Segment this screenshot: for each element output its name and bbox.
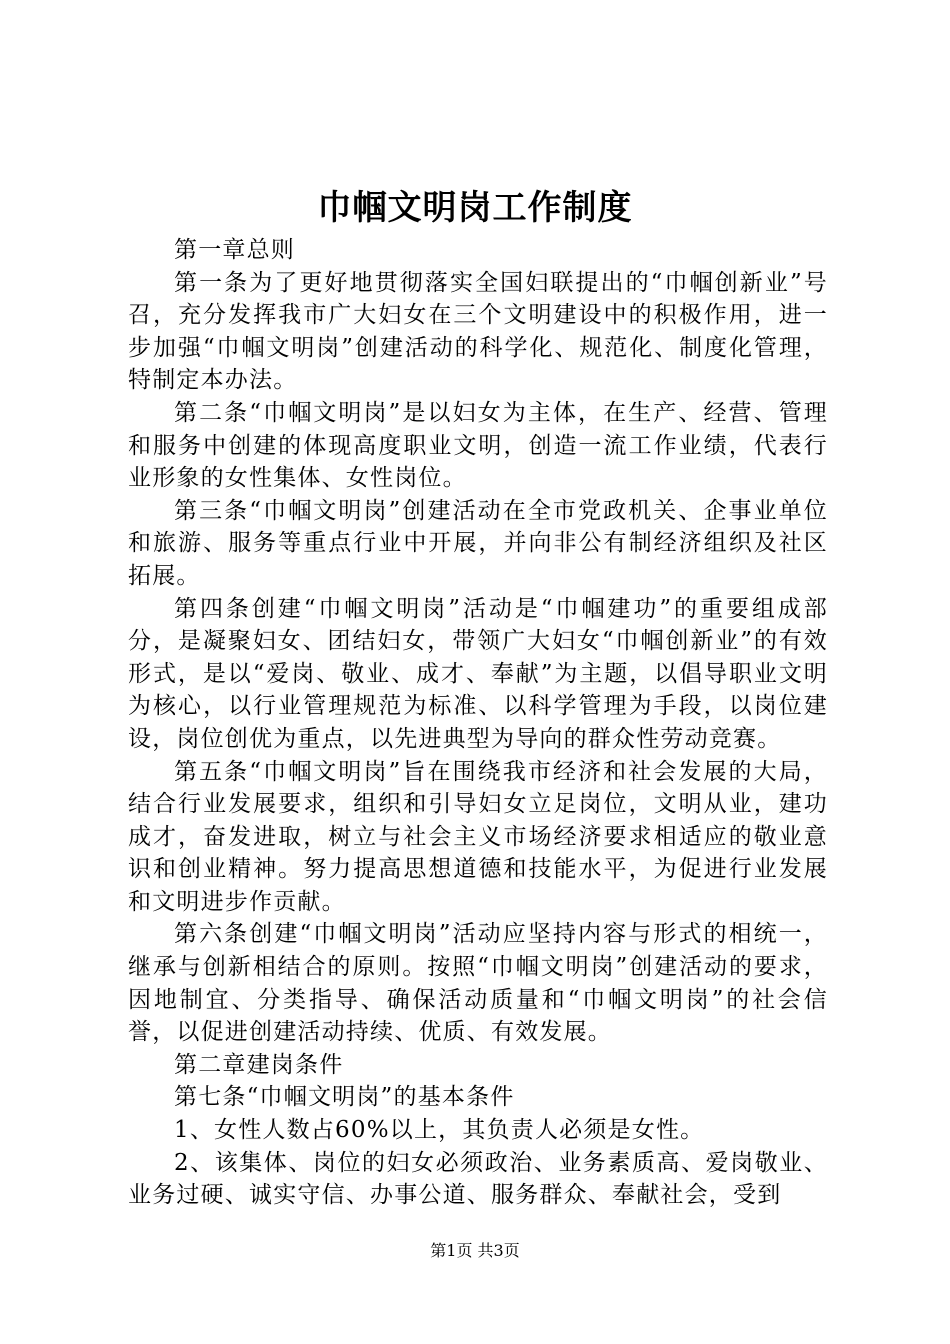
document-title: 巾帼文明岗工作制度: [317, 188, 633, 228]
article-paragraph: 第一条为了更好地贯彻落实全国妇联提出的“巾帼创新业”号召，充分发挥我市广大妇女在三个文明建设中的积极作用，进一步加强“巾帼文明岗”创建活动的科学化、规范化、制度化管理，特制定本办法。: [128, 269, 828, 394]
list-item: 2、该集体、岗位的妇女必须政治、业务素质高、爱岗敬业、业务过硬、诚实守信、办事公道、服务群众、奉献社会，受到: [128, 1149, 828, 1209]
list-item: 1、女性人数占60%以上，其负责人必须是女性。: [174, 1117, 705, 1144]
document-body: [128, 234, 828, 1212]
chapter-heading: 第二章建岗条件: [174, 1051, 344, 1078]
page-footer: 第1页 共3页: [430, 1241, 520, 1260]
article-paragraph: 第六条创建“巾帼文明岗”活动应坚持内容与形式的相统一，继承与创新相结合的原则。按照“巾帼文明岗”创建活动的要求，因地制宜、分类指导、确保活动质量和“巾帼文明岗”的社会信誉，以促进创建活动持续、优质、有效发展。: [128, 921, 828, 1046]
article-paragraph: 第三条“巾帼文明岗”创建活动在全市党政机关、企事业单位和旅游、服务等重点行业中开展，并向非公有制经济组织及社区拓展。: [128, 497, 828, 589]
article-paragraph: 第四条创建“巾帼文明岗”活动是“巾帼建功”的重要组成部分，是凝聚妇女、团结妇女，带领广大妇女“巾帼创新业”的有效形式，是以“爱岗、敬业、成才、奉献”为主题，以倡导职业文明为核心，以行业管理规范为标准、以科学管理为手段，以岗位建设，岗位创优为重点，以先进典型为导向的群众性劳动竞赛。: [128, 595, 828, 752]
article-paragraph: 第二条“巾帼文明岗”是以妇女为主体，在生产、经营、管理和服务中创建的体现高度职业文明，创造一流工作业绩，代表行业形象的女性集体、女性岗位。: [128, 399, 828, 492]
chapter-heading: 第一章总则: [174, 237, 295, 263]
article-paragraph: 第七条“巾帼文明岗”的基本条件: [174, 1084, 515, 1111]
article-paragraph: 第五条“巾帼文明岗”旨在围绕我市经济和社会发展的大局，结合行业发展要求，组织和引导妇女立足岗位，文明从业，建功成才，奋发进取，树立与社会主义市场经济要求相适应的敬业意识和创业精神。努力提高思想道德和技能水平，为促进行业发展和文明进步作贡献。: [128, 758, 828, 915]
